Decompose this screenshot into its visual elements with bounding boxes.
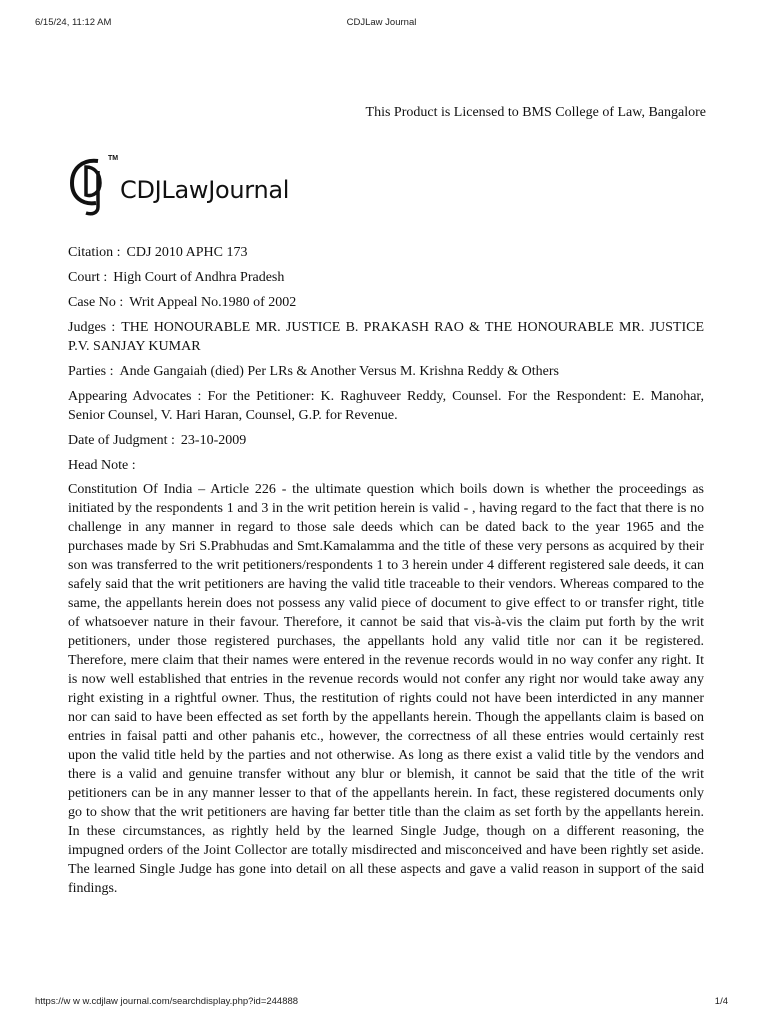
cdj-logo — [68, 155, 289, 217]
print-footer — [35, 996, 728, 1007]
parties-row — [68, 362, 704, 381]
judges-value: THE HONOURABLE MR. JUSTICE B. PRAKASH RAO & THE HONOURABLE MR. JUSTICE P.V. SANJAY KUMAR — [68, 320, 705, 354]
parties-label: Parties : — [68, 364, 114, 379]
advocates-label: Appearing Advocates : — [68, 389, 202, 404]
headnote-label: Head Note : — [68, 458, 136, 473]
citation-label: Citation : — [68, 245, 121, 260]
parties-value: Ande Gangaiah (died) Per LRs & Another Versus M. Krishna Reddy & Others — [119, 364, 560, 379]
citation-value: CDJ 2010 APHC 173 — [126, 245, 248, 260]
print-datetime: 6/15/24, 11:12 AM — [35, 17, 112, 28]
court-label: Court : — [68, 270, 108, 285]
judgment-date-value: 23-10-2009 — [180, 433, 247, 448]
page-number: 1/4 — [714, 996, 728, 1007]
case-number-value: Writ Appeal No.1980 of 2002 — [129, 295, 297, 310]
advocates-value: For the Petitioner: K. Raghuveer Reddy, Counsel. For the Respondent: E. Manohar, Senior Counsel, V. Hari Haran, Counsel, G.P. for Revenue. — [68, 389, 705, 423]
judges-row — [68, 318, 704, 356]
print-header — [35, 17, 728, 28]
case-number-row — [68, 293, 704, 312]
logo-wordmark: CDJLawJournal — [120, 176, 290, 204]
judges-label: Judges : — [68, 320, 116, 335]
judgment-date-row — [68, 431, 704, 450]
case-number-label: Case No : — [68, 295, 124, 310]
trademark-mark: TM — [108, 155, 119, 162]
case-details — [68, 243, 704, 898]
cdj-monogram-icon — [68, 155, 118, 217]
judgment-date-label: Date of Judgment : — [68, 433, 175, 448]
advocates-row — [68, 387, 704, 425]
headnote-text: Constitution Of India – Article 226 - the ultimate question which boils down is whether the proceedings as initiated by the respondents 1 and 3 in the writ petition herein is valid - , having regard to the fact that there is no challenge in any manner in regard to those sale deeds which can be dated back to the year 1965 and the purchases made by Sri S.Prabhudas and Smt.Kamalamma and the title of these very persons as acquired by their son was transferred to the writ petitioners/respondents 1 to 3 herein under 4 different registered sale deeds, it can safely said that the writ petitioners are having the valid title traceable to their vendors. Whereas compared to the same, the appellants herein does not possess any valid piece of document to give effect to or transfer right, title of whatsoever nature in their favour. Therefore, it cannot be said that vis-à-vis the claim put forth by the writ petitioners, under those registered purchases, the appellants hold any valid title nor can it be registered. Therefore, mere claim that their names were entered in the revenue records would in no way confer any right. It is now well established that entries in the revenue records would not confer any right nor would take away any right existing in a rightful owner. Thus, the restitution of rights could not have been interdicted in any manner nor can said to have been effected as set forth by the appellants herein. Though the appellants claim is based on entries in faisal patti and other pahanis etc., however, the correctness of all these entries would certainly rest upon the valid title held by the parties and not otherwise. As long as there exist a valid title by the vendors and there is a valid and genuine transfer without any blur or blemish, it cannot be said that the title of the writ petitioners can be in any manner lesser to that of the appellants herein. In fact, these registered documents only go to show that the writ petitioners are having far better title than the claim as set forth by the appellants herein. In these circumstances, as rightly held by the learned Single Judge, though on a different reasoning, the impugned orders of the Joint Collector are totally misdirected and misconceived and have been rightly set aside. The learned Single Judge has gone into detail on all these aspects and gave a valid reason in support of the said findings. — [68, 482, 704, 896]
print-title: CDJLaw Journal — [346, 17, 417, 28]
license-notice: This Product is Licensed to BMS College of Law, Bangalore — [365, 105, 706, 120]
source-url: https://w w w.cdjlaw journal.com/searchdisplay.php?id=244888 — [35, 996, 299, 1007]
court-row — [68, 268, 704, 287]
citation-row — [68, 243, 704, 262]
court-value: High Court of Andhra Pradesh — [113, 270, 285, 285]
